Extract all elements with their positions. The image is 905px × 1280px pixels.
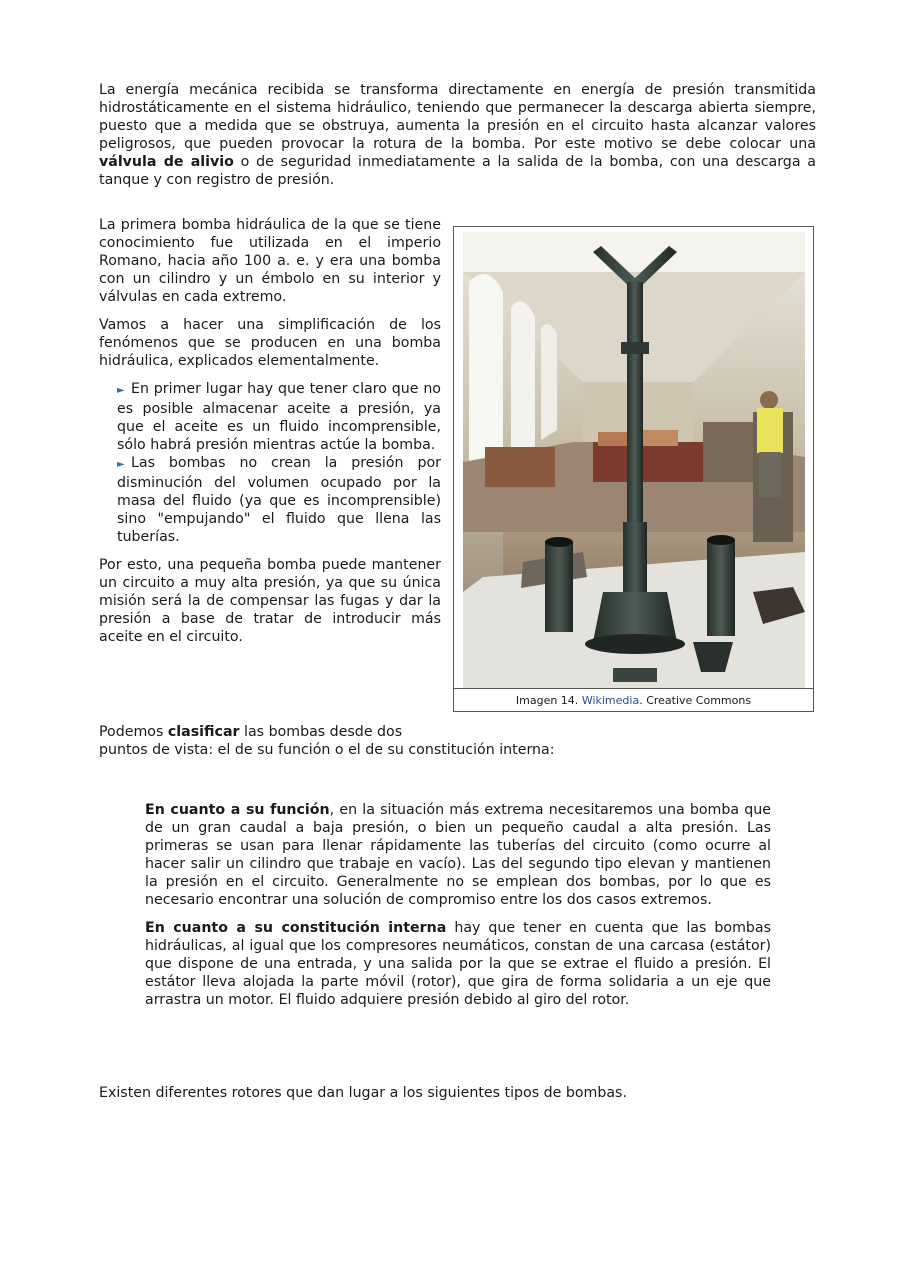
intro-bold-term: válvula de alivio	[99, 154, 234, 170]
intro-text-b: o de seguridad inmediatamente a la salida de la bomba, con una descarga a tanque y con registro de presión.	[99, 154, 816, 188]
intro-paragraph	[99, 81, 816, 189]
list-item: ► En primer lugar hay que tener claro que no es posible almacenar aceite a presión, ya que el aceite es un fluido incomprensible, sólo habrá presión mientras actúe la bomba.	[117, 381, 441, 453]
bullet-list	[99, 380, 441, 546]
construction-paragraph: En cuanto a su constitución interna hay que tener en cuenta que las bombas hidráulicas, al igual que los compresores neumáticos, constan de una carcasa (estátor) que dispone de una entrada, y una salida por la que se extrae el fluido a presión. El estátor lleva alojada la parte móvil (rotor), que gira de forma solidaria a un eje que arrastra un motor. El fluido adquiere presión debido al giro del rotor.	[145, 920, 771, 1008]
simplification-paragraph: Vamos a hacer una simplificación de los fenómenos que se producen en una bomba hidráulica, explicados elementalmente.	[99, 317, 441, 369]
left-column	[99, 216, 441, 656]
figure-box	[453, 226, 814, 712]
closing-paragraph: Existen diferentes rotores que dan lugar a los siguientes tipos de bombas.	[99, 1085, 627, 1101]
figure-caption: Imagen 14. Wikimedia. Creative Commons	[454, 688, 813, 713]
function-paragraph: En cuanto a su función, en la situación más extrema necesitaremos una bomba que de un gran caudal a baja presión, o bien un pequeño caudal a alta presión. Las primeras se usan para llenar rápidamente las tuberías del circuito (como ocurre al hacer salir un cilindro que trabaje en vacío). Las del segundo tipo elevan y mantienen la presión en el circuito. Generalmente no se emplean dos bombas, por lo que es necesario encontrar una solución de compromiso entre los dos casos extremos.	[145, 802, 771, 908]
classify-bold-term: clasificar	[167, 724, 240, 740]
arrow-bullet-icon: ►	[117, 459, 125, 470]
classify-paragraph: Podemos clasificar las bombas desde dos puntos de vista: el de su función o el de su constitución interna:	[99, 724, 555, 758]
intro-text-a: La energía mecánica recibida se transforma directamente en energía de presión transmitida hidrostáticamente en el sistema hidráulico, teniendo que permanecer la descarga abierta siempre, puesto que a medida que se obstruya, aumenta la presión en el circuito hasta alcanzar valores peligrosos, que pueden provocar la rotura de la bomba. Por este motivo se debe colocar una	[99, 82, 816, 152]
indented-section	[145, 801, 771, 1019]
conclusion-paragraph: Por esto, una pequeña bomba puede mantener un circuito a muy alta presión, ya que su única misión será la de compensar las fugas y dar la presión a base de tratar de introducir más aceite en el circuito.	[99, 557, 441, 645]
arrow-bullet-icon: ►	[117, 385, 125, 396]
wikimedia-link[interactable]: Wikimedia	[581, 694, 640, 707]
history-paragraph: La primera bomba hidráulica de la que se tiene conocimiento fue utilizada en el imperio Romano, hacia año 100 a. e. y era una bomba con un cilindro y un émbolo en su interior y válvulas en cada extremo.	[99, 217, 441, 305]
roman-pump-photo	[463, 232, 805, 688]
list-item: ► Las bombas no crean la presión por disminución del volumen ocupado por la masa del fluido (ya que es incomprensible) sino "empujando" el fluido que llena las tuberías.	[117, 455, 441, 545]
